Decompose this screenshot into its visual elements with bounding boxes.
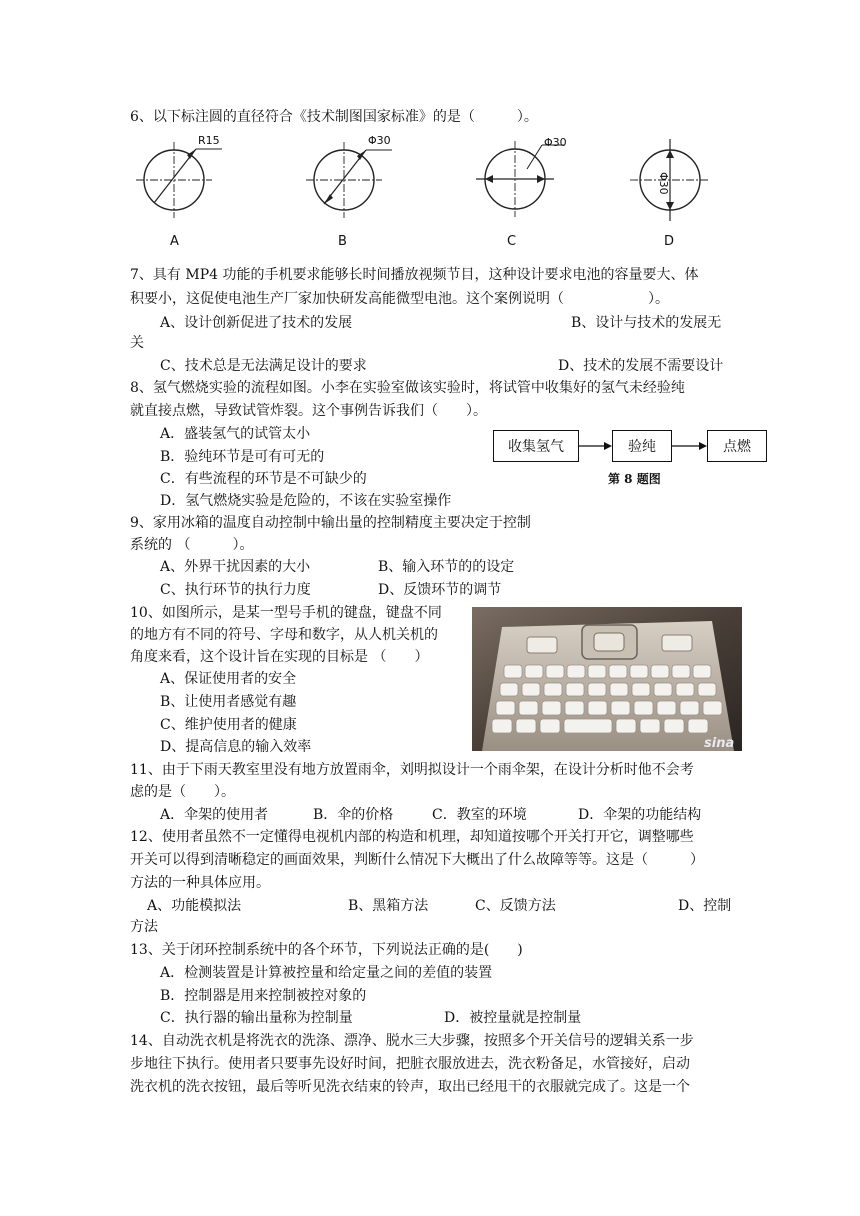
- q12-line3: 方法的一种具体应用。: [130, 875, 270, 891]
- q6-figure-a: [132, 135, 232, 235]
- q10-option-c: C、维护使用者的健康: [160, 717, 297, 733]
- phone-keyboard-photo: [472, 607, 742, 751]
- q8-option-d: D．氢气燃烧实验是危险的，不该在实验室操作: [160, 493, 452, 509]
- flow-arrow-1-head: [604, 442, 612, 450]
- q9-line1: 9、家用冰箱的温度自动控制中输出量的控制精度主要决定于控制: [130, 515, 531, 531]
- q6-option-c: C: [507, 234, 517, 249]
- q10-line2: 的地方有不同的符号、字母和数字，从人机关机的: [130, 627, 438, 643]
- q13-option-c: C．执行器的输出量称为控制量: [160, 1010, 353, 1026]
- q10-line1: 10、如图所示，是某一型号手机的键盘，键盘不同: [130, 605, 442, 621]
- q6-label-a: R15: [198, 134, 220, 147]
- q9-option-a: A、外界干扰因素的大小: [160, 559, 311, 575]
- q10-option-a: A、保证使用者的安全: [160, 671, 297, 687]
- q7-option-a: A、设计创新促进了技术的发展: [160, 315, 353, 331]
- q9-option-c: C、执行环节的执行力度: [160, 582, 311, 598]
- q13-option-a: A．检测装置是计算被控量和给定量之间的差值的装置: [160, 965, 493, 981]
- q6-option-d: D: [664, 234, 675, 249]
- q8-option-a: A．盛装氢气的试管太小: [160, 426, 311, 442]
- q11-option-b: B．伞的价格: [313, 807, 394, 823]
- q7-option-d: D、技术的发展不需要设计: [558, 358, 724, 374]
- q6-figure-c: [472, 135, 582, 235]
- q9-option-d: D、反馈环节的调节: [378, 582, 502, 598]
- q12-option-a: A、功能模拟法: [147, 898, 242, 914]
- q10-option-b: B、让使用者感觉有趣: [160, 694, 297, 710]
- q9-option-b: B、输入环节的的设定: [378, 559, 515, 575]
- q7-option-c: C、技术总是无法满足设计的要求: [160, 358, 367, 374]
- q8-option-b: B．验纯环节是可有可无的: [160, 449, 325, 465]
- q14-line3: 洗衣机的洗衣按钮，最后等听见洗衣结束的铃声，取出已经甩干的衣服就完成了。这是一个: [130, 1079, 690, 1095]
- flow-box-collect: 收集氢气: [493, 430, 579, 462]
- q7-line1: 7、具有 MP4 功能的手机要求能够长时间播放视频节目，这种设计要求电池的容量要大、体: [130, 267, 699, 283]
- q8-option-c: C．有些流程的环节是不可缺少的: [160, 471, 367, 487]
- q14-line2: 步地往下执行。使用者只要事先设好时间，把脏衣服放进去，洗衣粉备足，水管接好，启动: [130, 1056, 690, 1072]
- q6-label-d: Φ30: [657, 172, 670, 195]
- q10-line3: 角度来看，这个设计旨在实现的目标是 （ ）: [130, 649, 429, 665]
- q12-option-c: C、反馈方法: [475, 898, 556, 914]
- flow-box-verify: 验纯: [612, 430, 672, 462]
- q10-option-d: D、提高信息的输入效率: [160, 739, 312, 755]
- q12-option-d: D、控制: [678, 898, 732, 914]
- q6-option-b: B: [338, 234, 347, 249]
- q8-line1: 8、氢气燃烧实验的流程如图。小李在实验室做该实验时，将试管中收集好的氢气未经验纯: [130, 380, 685, 396]
- q8-line2: 就直接点燃，导致试管炸裂。这个事例告诉我们（ ）。: [130, 403, 487, 419]
- q6-label-b: Φ30: [368, 134, 391, 147]
- q11-line2: 虑的是（ ）。: [130, 784, 235, 800]
- q8-figure-caption: 第 8 题图: [608, 472, 661, 486]
- q12-line1: 12、使用者虽然不一定懂得电视机内部的构造和机理，却知道按哪个开关打开它，调整哪些: [130, 829, 694, 845]
- q7-line2: 积要小，这促使电池生产厂家加快研发高能微型电池。这个案例说明（ ）。: [130, 291, 669, 307]
- q6-figure-b: [302, 135, 402, 235]
- q14-line1: 14、自动洗衣机是将洗衣的洗涤、漂净、脱水三大步骤，按照多个开关信号的逻辑关系一步: [130, 1033, 694, 1049]
- q9-line2: 系统的 （ ）。: [130, 537, 254, 553]
- flow-arrows: [579, 436, 860, 456]
- q12-line2: 开关可以得到清晰稳定的画面效果，判断什么情况下大概出了什么故障等等。这是（ ）: [130, 852, 704, 868]
- q12-option-d-cont: 方法: [130, 919, 158, 935]
- q7-option-b-cont: 关: [130, 335, 144, 351]
- q11-option-c: C．教室的环境: [432, 807, 527, 823]
- q7-option-b: B、设计与技术的发展无: [571, 315, 722, 331]
- q13-stem: 13、关于闭环控制系统中的各个环节，下列说法正确的是( ): [130, 942, 523, 958]
- q6-stem: 6、以下标注圆的直径符合《技术制图国家标准》的是（ ）。: [130, 109, 538, 125]
- q11-line1: 11、由于下雨天教室里没有地方放置雨伞，刘明拟设计一个雨伞架，在设计分析时他不会考: [130, 762, 694, 778]
- q6-label-c: Φ30: [544, 136, 567, 149]
- q13-option-d: D．被控量就是控制量: [444, 1010, 582, 1026]
- q6-figure-d: [628, 135, 728, 235]
- q10-photo-watermark: sina: [704, 736, 735, 751]
- flow-arrow-2-head: [699, 442, 707, 450]
- q12-option-b: B、黑箱方法: [348, 898, 429, 914]
- flow-box-ignite: 点燃: [707, 430, 767, 462]
- q11-option-a: A．伞架的使用者: [160, 807, 269, 823]
- q6-option-a: A: [170, 234, 179, 249]
- q11-option-d: D．伞架的功能结构: [578, 807, 702, 823]
- q13-option-b: B．控制器是用来控制被控对象的: [160, 988, 367, 1004]
